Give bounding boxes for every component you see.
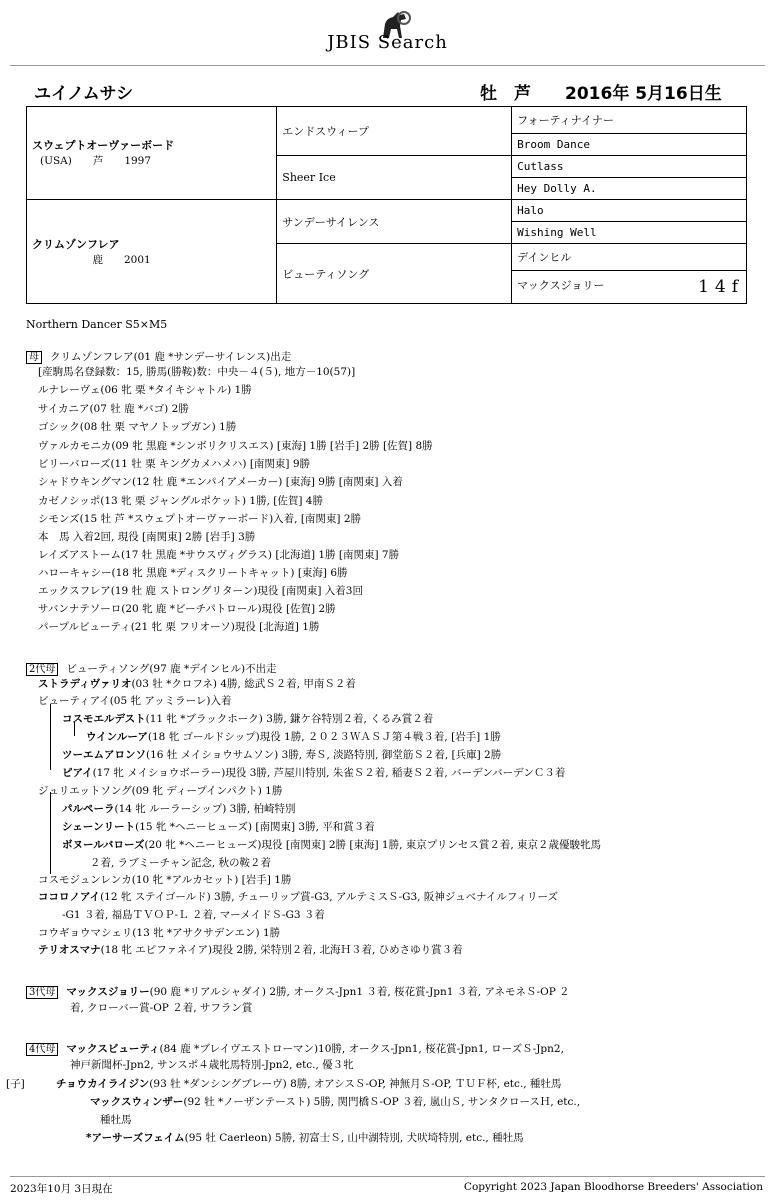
family-line [62, 907, 325, 922]
family-line-text: ハローキャシー(18 牝 黒鹿 *ディスクリートキャット) [東海] 6勝 [38, 567, 348, 579]
notable-horse-name[interactable]: ココロノアイ [38, 891, 101, 903]
gen3-4[interactable]: Hey Dolly A. [512, 177, 747, 199]
family-line [26, 1040, 564, 1056]
family-line-text: ２着, ラブミーチャン記念, 秋の鞍２着 [90, 857, 272, 869]
logo-text: JBIS Search [327, 32, 448, 53]
tree-connector [50, 792, 51, 874]
family-line-text: ヴァルカモニカ(09 牝 黒鹿 *シンボリクリスエス) [東海] 1勝 [岩手] 2勝 [佐賀] 8勝 [38, 440, 433, 452]
family-line-text: (90 鹿 *リアルシャダイ) 2勝, オークス-Jpn1 ３着, 桜花賞-Jpn1 ３着, アネモネＳ-OP ２ [149, 986, 570, 998]
family-line [38, 872, 291, 887]
family-line [26, 983, 570, 999]
family-line-text: ジュリエットソング(09 牝 ディープインパクト) 1勝 [38, 785, 283, 797]
family-line [62, 747, 501, 762]
family-line [62, 801, 296, 816]
notable-horse-name[interactable]: ウインルーア [86, 731, 148, 743]
footer-rule [10, 1176, 765, 1177]
family-line [100, 1112, 132, 1127]
footer-date: 2023年10月 3日現在 [10, 1183, 113, 1195]
family-line-text: (12 牝 ステイゴールド) 3勝, チューリップ賞-G3, アルテミスＳ-G3, 阪神ジュベナイルフィリーズ [100, 891, 559, 903]
header-rule [10, 65, 765, 66]
dam-dam[interactable]: ビューティソング [277, 244, 512, 304]
family-line [38, 419, 236, 434]
family-line [38, 364, 355, 379]
family-line [38, 925, 280, 940]
family-line-text: ビリーバローズ(11 牡 栗 キングカメハメハ) [南関東] 9勝 [38, 458, 311, 470]
family-line [86, 729, 501, 744]
family-line-text: サイカニア(07 牡 鹿 *バゴ) 2勝 [38, 403, 189, 415]
family-line-text: 種牡馬 [100, 1114, 132, 1126]
generation-tag: 4代母 [26, 1043, 58, 1056]
family-line-text: (17 牝 メイショウボーラー)現役 3勝, 芦屋川特別, 朱雀Ｓ２着, 稲妻Ｓ２着, バーデンバーデンＣ３着 [92, 767, 566, 779]
sire-cell [27, 107, 277, 200]
family-line [62, 837, 601, 852]
family-line [6, 1076, 562, 1091]
family-line-text: レイズアストーム(17 牡 黒鹿 *サウスヴィグラス) [北海道] 1勝 [南関東] 7勝 [38, 549, 400, 561]
family-line-text: ルナレーヴェ(06 牝 栗 *タイキシャトル) 1勝 [38, 384, 252, 396]
notable-horse-name[interactable]: チョウカイライジン [56, 1078, 150, 1090]
inbreeding-note: Northern Dancer S5×M5 [26, 318, 168, 331]
family-line-text: [産駒馬名登録数：15, 勝馬(勝鞍)数：中央－４(５), 地方－10(57)] [38, 366, 356, 378]
notable-horse-name[interactable]: ツーエムアロンソ [62, 749, 146, 761]
jbis-logo[interactable] [0, 18, 775, 53]
family-line [70, 1000, 252, 1015]
dam-name[interactable]: クリムゾンフレア [32, 237, 120, 251]
notable-horse-name[interactable]: テリオスマナ [38, 944, 101, 956]
notable-horse-name[interactable]: マックスビューティ [66, 1043, 160, 1055]
family-line [62, 819, 375, 834]
dam-cell [27, 199, 277, 303]
family-line-text: ゴシック(08 牡 栗 マヤノトップガン) 1勝 [38, 421, 237, 433]
footer-copyright: Copyright 2023 Japan Bloodhorse Breeders' Association [463, 1181, 763, 1193]
family-line [38, 529, 255, 544]
family-line-text: (15 牝 *ヘニーヒューズ) [南関東] 3勝, 平和賞３着 [135, 821, 375, 833]
notable-horse-name[interactable]: ピアイ [62, 767, 93, 779]
family-line [62, 765, 565, 780]
family-line [90, 1094, 580, 1109]
generation-tag: 母 [26, 351, 42, 364]
gen3-6[interactable]: Wishing Well [512, 222, 747, 244]
family-line [38, 619, 319, 634]
family-line-text: パープルビューティ(21 牝 栗 フリオーソ)現役 [北海道] 1勝 [38, 621, 320, 633]
gen3-1[interactable]: フォーティナイナー [512, 107, 747, 134]
gen3-5[interactable]: Halo [512, 199, 747, 221]
family-line-text: サバンナテソーロ(20 牝 鹿 *ビーチパトロール)現役 [佐賀] 2勝 [38, 603, 336, 615]
horse-name: ユイノムサシ [34, 84, 134, 104]
family-line-text: (93 牡 *ダンシングブレーヴ) 8勝, オアシスＳ-OP, 神無月Ｓ-OP, ＴＵＦ杯, etc., 種牡馬 [149, 1078, 562, 1090]
notable-horse-name[interactable]: ボヌールバローズ [62, 839, 145, 851]
notable-horse-name[interactable]: ストラディヴァリオ [38, 678, 132, 690]
family-line-text: (16 牡 メイショウサムソン) 3勝, 寿Ｓ, 淡路特別, 御堂筋Ｓ２着, [兵庫] 2勝 [146, 749, 502, 761]
family-line [38, 783, 282, 798]
family-line-text: エックスフレア(19 牡 鹿 ストロングリターン)現役 [南関東] 入着3回 [38, 585, 363, 597]
sire-dam[interactable]: Sheer Ice [277, 155, 512, 199]
family-line [38, 474, 403, 489]
family-line-text: (11 牝 *ブラックホーク) 3勝, 鎌ケ谷特別２着, くるみ賞２着 [145, 713, 434, 725]
family-line-text: カゼノシッポ(13 牝 栗 ジャングルポケット) 1勝, [佐賀] 4勝 [38, 495, 323, 507]
family-line [38, 493, 323, 508]
family-line [38, 583, 363, 598]
family-line [86, 1130, 524, 1145]
family-line [38, 565, 348, 580]
gen3-8-name[interactable]: マックスジョリー [517, 278, 605, 292]
family-line-text: コウギョウマシェリ(13 牝 *アサクサデンエン) 1勝 [38, 927, 281, 939]
notable-horse-name[interactable]: *アーサーズフェイム [86, 1132, 185, 1144]
dam-sire[interactable]: サンデーサイレンス [277, 199, 512, 243]
tree-connector [74, 722, 75, 736]
family-line [38, 889, 558, 904]
family-line-text: (95 牡 Caerleon) 5勝, 初富士Ｓ, 山中湖特別, 犬吠埼特別, etc., 種牡馬 [184, 1132, 524, 1144]
gen3-7[interactable]: デインヒル [512, 244, 747, 271]
notable-horse-name[interactable]: マックスウィンザー [90, 1096, 184, 1108]
family-line-text: シャドウキングマン(12 牡 鹿 *エンパイアメーカー) [東海] 9勝 [南関東] 入着 [38, 476, 403, 488]
dam-line-text: クリムゾンフレア(01 鹿 *サンデーサイレンス)出走 [50, 351, 292, 363]
family-line [38, 401, 189, 416]
sire-detail: (USA) 芦 1997 [40, 155, 152, 168]
horse-profile: 牡 芦 2016年 5月16日生 [480, 84, 722, 104]
sire-sire[interactable]: エンドスウィープ [277, 107, 512, 156]
family-line-text: ビューティアイ(05 牝 アッミラーレ)入着 [38, 695, 232, 707]
family-line-text: 着, クローバー賞-OP ２着, サフラン賞 [70, 1002, 253, 1014]
family-line [38, 511, 361, 526]
family-line [38, 438, 433, 453]
notable-horse-name[interactable]: パルペーラ [62, 803, 115, 815]
family-line [38, 942, 463, 957]
sire-name[interactable]: スウェプトオーヴァーボード [32, 139, 175, 153]
family-line-text: -G1 ３着, 福島ＴＶＯＰ-Ｌ ２着, マーメイドＳ-G3 ３着 [62, 909, 325, 921]
family-line-text: (03 牡 *クロフネ) 4勝, 総武Ｓ２着, 甲南Ｓ２着 [131, 678, 356, 690]
generation-tag: 3代母 [26, 986, 58, 999]
dam-line-text: ビューティソング(97 鹿 *デインヒル)不出走 [66, 663, 277, 675]
family-line-text: 本 馬 入着2回, 現役 [南関東] 2勝 [岩手] 3勝 [38, 531, 256, 543]
dam-detail: 鹿 2001 [40, 253, 151, 266]
family-line [90, 855, 271, 870]
family-line-text: (18 牝 エピファネイア)現役 2勝, 栄特別２着, 北海Ｈ３着, ひめさゆり賞３着 [100, 944, 463, 956]
family-line [38, 382, 252, 397]
gen3-2[interactable]: Broom Dance [512, 133, 747, 155]
notable-horse-name[interactable]: コスモエルデスト [62, 713, 146, 725]
family-line [38, 676, 356, 691]
pedigree-table [26, 106, 747, 304]
family-line-text: (84 鹿 *ブレイヴエストローマン)10勝, オークス-Jpn1, 桜花賞-Jpn1, ローズＳ-Jpn2, [159, 1043, 564, 1055]
family-line-text: (14 牝 ルーラーシップ) 3勝, 柏崎特別 [114, 803, 296, 815]
family-line-text: (92 牡 *ノーザンテースト) 5勝, 関門橋Ｓ-OP ３着, 嵐山Ｓ, サンタクロースＨ, etc., [183, 1096, 581, 1108]
family-line [38, 693, 232, 708]
family-line [26, 348, 291, 364]
family-line [62, 711, 433, 726]
family-line [26, 660, 277, 676]
gen3-8[interactable] [512, 270, 747, 303]
notable-horse-name[interactable]: マックスジョリー [66, 986, 150, 998]
notable-horse-name[interactable]: シェーンリート [62, 821, 136, 833]
family-number: 14f [698, 276, 744, 297]
family-line [38, 547, 399, 562]
offspring-label: [子] [6, 1078, 25, 1090]
family-line [38, 601, 336, 616]
generation-tag: 2代母 [26, 663, 58, 676]
gen3-3[interactable]: Cutlass [512, 155, 747, 177]
family-line-text: (20 牝 *ヘニーヒューズ)現役 [南関東] 2勝 [東海] 1勝, 東京プリンセス賞２着, 東京２歳優駿牝馬 [144, 839, 602, 851]
family-line [70, 1057, 354, 1072]
family-line-text: シモンズ(15 牡 芦 *スウェプトオーヴァーボード)入着, [南関東] 2勝 [38, 513, 362, 525]
family-line-text: (18 牝 ゴールドシップ)現役 1勝, ２０２３ＷＡＳＪ第４戦３着, [岩手] 1勝 [147, 731, 501, 743]
tree-connector [50, 704, 51, 770]
family-line-text: コスモジュンレンカ(10 牝 *アルカセット) [岩手] 1勝 [38, 874, 292, 886]
family-line [38, 456, 310, 471]
family-line-text: 神戸新聞杯-Jpn2, サンスポ４歳牝馬特別-Jpn2, etc., 優３牝 [70, 1059, 354, 1071]
